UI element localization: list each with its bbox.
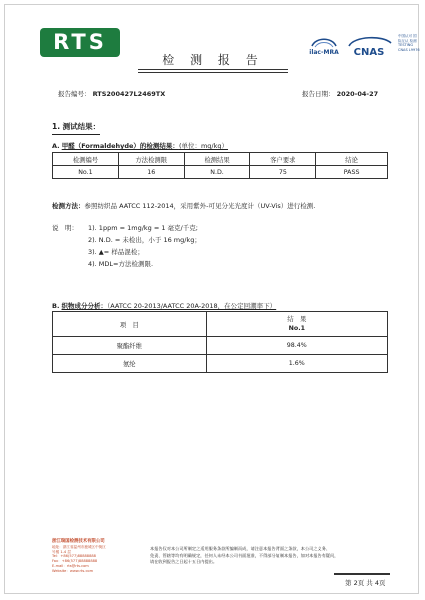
report-number-label: 报告编号： [58, 90, 91, 98]
cnas-label: CNAS [353, 47, 385, 58]
section-b-title-bold: 织物成分分析： [61, 302, 108, 310]
col-header-result [206, 312, 387, 337]
address-line: Tel：+86(577)88888888 [52, 554, 96, 559]
table-cell: N.D. [184, 166, 250, 179]
ilac-mra-icon [306, 34, 342, 64]
method-line [52, 201, 315, 210]
section-b-title [52, 301, 276, 310]
report-number-row [58, 89, 165, 98]
formaldehyde-table [52, 152, 388, 179]
address-line: Website：www.rts.com [52, 568, 94, 573]
report-date-row [302, 89, 378, 98]
note-item: 2). N.D. = 未检出，小于 16 mg/kg； [88, 236, 201, 244]
section-b-title-rest: （AATCC 20-2013/AATCC 20A-2018，在公定回潮率下） [107, 302, 277, 310]
report-date: 2020-04-27 [336, 90, 379, 98]
col-header-item: 项 目 [53, 312, 207, 337]
note-item: 3). ▲= 样品混检； [88, 248, 144, 256]
table-cell: 75 [250, 166, 316, 179]
title-underline-thin [138, 72, 288, 73]
cnas-icon [345, 34, 397, 66]
composition-table [52, 311, 388, 373]
section-1-title: 1. 测试结果： [52, 122, 101, 131]
note-item: 4). MDL=方法检测限. [88, 260, 154, 268]
ilac-label: ilac-MRA [309, 49, 339, 56]
result-header-label: 结 果 [287, 316, 307, 323]
cnas-caption: 中国认可 国际互认 检测 TESTING CNAS L9976 [398, 34, 420, 52]
svg-text:CNAS [354, 47, 385, 58]
notes-label: 说 明： [52, 224, 78, 232]
table-row [53, 166, 388, 179]
address-line: E-mail：rts@rts.com [52, 563, 89, 568]
table-header-row [53, 312, 388, 337]
disclaimer [150, 546, 390, 566]
table-cell: No.1 [53, 166, 119, 179]
page-number: 第 2页 共 4页 [345, 579, 386, 587]
report-number: RTS200427L2469TX [92, 90, 166, 98]
disclaimer-line: 免责、管辖等均有明确规定，任何人未经本公司书面批准，不得部分复制本报告，如对本报告有疑问， [150, 552, 339, 558]
section-a-unit: (单位：mg/kg） [178, 142, 229, 150]
col-header: 检测结果 [184, 153, 250, 166]
company-name: 浙江瑞国检测技术有限公司 [52, 539, 105, 544]
col-header: 客户要求 [250, 153, 316, 166]
title-underline [138, 69, 288, 70]
table-cell: PASS [316, 166, 388, 179]
disclaimer-line: 请在收到报告之日起十五日内提出。 [150, 559, 218, 564]
section-b-prefix: B. [52, 302, 60, 310]
section-a-prefix: A. [52, 142, 60, 150]
table-cell: 98.4% [206, 337, 387, 355]
col-header: 检测编号 [53, 153, 119, 166]
document-title: 检 测 报 告 [162, 53, 264, 67]
col-header: 结论 [316, 153, 388, 166]
footer-rule [334, 573, 390, 575]
table-row [53, 355, 388, 373]
svg-text:ilac-MRA [309, 49, 339, 56]
section-a-title [52, 141, 228, 150]
result-header-sample: No.1 [288, 325, 305, 332]
address-line: 地址：浙江省温州市鹿城区中街区 [52, 544, 106, 549]
method-label: 检测方法： [52, 202, 85, 210]
address-line: 号楼 1-4 层 [52, 549, 71, 554]
report-date-label: 报告日期： [302, 90, 335, 98]
table-row [53, 337, 388, 355]
table-cell: 聚酯纤维 [53, 337, 207, 355]
table-cell: 1.6% [206, 355, 387, 373]
note-item: 1). 1ppm = 1mg/kg = 1 毫克/千克; [88, 224, 198, 232]
col-header: 方法检测限 [118, 153, 184, 166]
table-cell: 16 [118, 166, 184, 179]
section-1-underline [52, 134, 100, 135]
disclaimer-line: 本报告仅对本公司所制定之适用服务条款所编制而成，请注意本报告背面之条款，本公司之义务、 [150, 546, 331, 551]
method-text: 参照纺织品 AATCC 112-2014，采用紫外-可见分光光度计（UV-Vis）进行检测. [84, 202, 316, 210]
table-cell: 氨纶 [53, 355, 207, 373]
table-header-row [53, 153, 388, 166]
address-line: Fax：+86(577)88888888 [52, 559, 98, 564]
company-info [52, 540, 128, 574]
rts-logo: RTS [40, 28, 120, 57]
section-a-title-bold: 甲醛（Formaldehyde）的检测结果： [61, 142, 179, 150]
